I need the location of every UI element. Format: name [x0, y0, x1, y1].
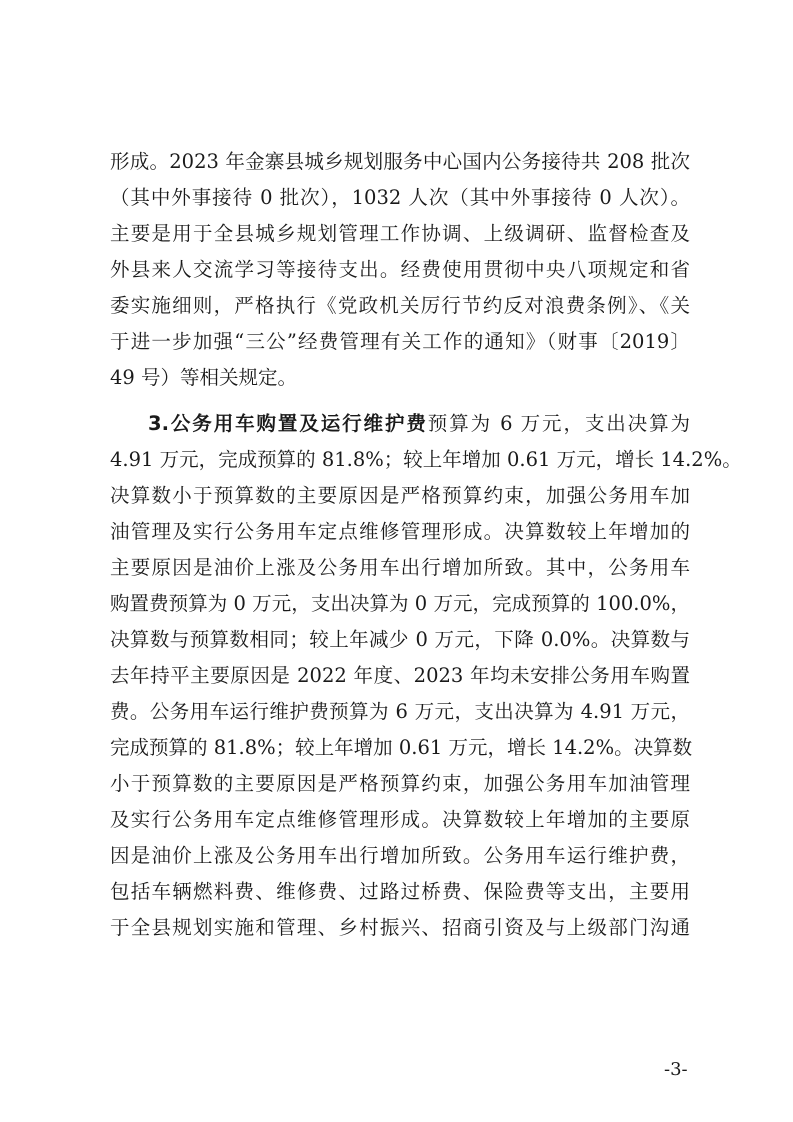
section-3-heading: 3.公务用车购置及运行维护费	[148, 412, 428, 435]
paragraph-line: 于全县规划实施和管理、乡村振兴、招商引资及与上级部门沟通	[110, 916, 690, 939]
paragraph-line: 决算数小于预算数的主要原因是严格预算约束，加强公务用车加	[110, 484, 690, 507]
paragraph-line: 于进一步加强“三公”经费管理有关工作的通知》（财事〔2019〕	[110, 330, 690, 353]
paragraph-line: 49 号）等相关规定。	[110, 366, 298, 389]
paragraph-line: （其中外事接待 0 批次），1032 人次（其中外事接待 0 人次）。	[110, 186, 690, 209]
paragraph-line: 委实施细则，严格执行《党政机关厉行节约反对浪费条例》、《关	[110, 294, 690, 317]
paragraph-line: 费。公务用车运行维护费预算为 6 万元，支出决算为 4.91 万元，	[110, 700, 690, 723]
section-3-first-line-text: 预算为 6 万元，支出决算为	[427, 412, 690, 435]
page-number: -3-	[664, 1059, 688, 1080]
paragraph-line: 4.91 万元，完成预算的 81.8%；较上年增加 0.61 万元，增长 14.2%。	[110, 448, 742, 471]
paragraph-line: 小于预算数的主要原因是严格预算约束，加强公务用车加油管理	[110, 772, 690, 795]
paragraph-line: 及实行公务用车定点维修管理形成。决算数较上年增加的主要原	[110, 808, 690, 831]
paragraph-line: 油管理及实行公务用车定点维修管理形成。决算数较上年增加的	[110, 520, 690, 543]
paragraph-line: 主要是用于全县城乡规划管理工作协调、上级调研、监督检查及	[110, 222, 690, 245]
paragraph-line: 包括车辆燃料费、维修费、过路过桥费、保险费等支出，主要用	[110, 880, 690, 903]
section-3-first-line	[148, 410, 690, 438]
paragraph-line: 购置费预算为 0 万元，支出决算为 0 万元，完成预算的 100.0%，	[110, 592, 690, 615]
paragraph-line: 决算数与预算数相同；较上年减少 0 万元，下降 0.0%。决算数与	[110, 628, 690, 651]
paragraph-line: 主要原因是油价上涨及公务用车出行增加所致。其中，公务用车	[110, 556, 690, 579]
paragraph-line: 因是油价上涨及公务用车出行增加所致。公务用车运行维护费，	[110, 844, 690, 867]
paragraph-line: 完成预算的 81.8%；较上年增加 0.61 万元，增长 14.2%。决算数	[110, 736, 693, 759]
paragraph-line: 去年持平主要原因是 2022 年度、2023 年均未安排公务用车购置	[110, 664, 690, 687]
paragraph-line: 外县来人交流学习等接待支出。经费使用贯彻中央八项规定和省	[110, 258, 690, 281]
paragraph-line: 形成。2023 年金寨县城乡规划服务中心国内公务接待共 208 批次	[110, 150, 690, 173]
